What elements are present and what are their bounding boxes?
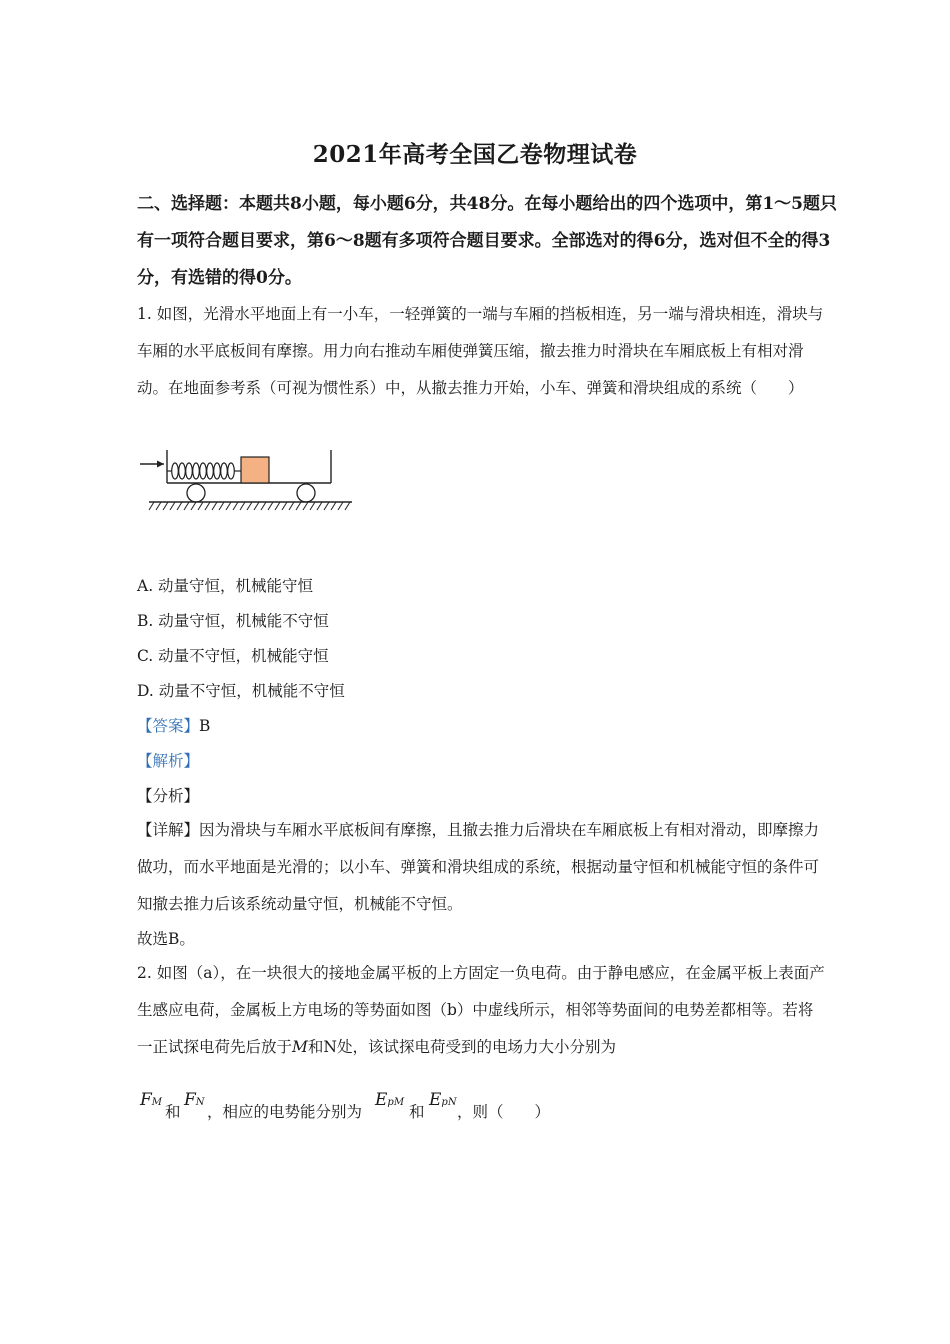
q2-stem-b: 和N处，该试探电荷受到的电场力大小分别为 xyxy=(307,1038,616,1056)
option-b: B. 动量守恒，机械能不守恒 xyxy=(137,612,329,630)
option-d: D. 动量不守恒，机械能不守恒 xyxy=(137,682,345,700)
f-n-symbol: FN xyxy=(184,1090,205,1110)
choose-line: 故选B。 xyxy=(137,930,195,948)
option-c: C. 动量不守恒，机械能守恒 xyxy=(137,647,329,665)
f-m-subscript: M xyxy=(151,1097,163,1108)
e-pn-subscript: pN xyxy=(441,1097,457,1108)
analysis-label: 【解析】 xyxy=(137,752,200,770)
right-wheel xyxy=(297,484,315,502)
mid-text: ，相应的电势能分别为 xyxy=(207,1103,363,1121)
var-m: M xyxy=(292,1038,308,1056)
left-wheel xyxy=(187,484,205,502)
he-1: 和 xyxy=(165,1103,181,1121)
detail-text: 因为滑块与车厢水平底板间有摩擦，且撤去推力后滑块在车厢底板上有相对滑动，即摩擦力做功，而水平地面是光滑的；以小车、弹簧和滑块组成的系统，根据动量守恒和机械能守恒的条件可知撤去推力后该系统动量守恒，机械能不守恒。 xyxy=(137,821,820,913)
e-pn-symbol: EpN xyxy=(429,1090,457,1110)
slider-block xyxy=(241,457,269,483)
answer-label: 【答案】 xyxy=(137,717,200,735)
ground-hatching xyxy=(149,502,350,510)
e-pm-symbol: EpM xyxy=(375,1090,405,1110)
page-title: 2021年高考全国乙卷物理试卷 xyxy=(312,141,638,168)
push-arrow-head xyxy=(157,461,164,468)
option-a: A. 动量守恒，机械能守恒 xyxy=(137,577,314,595)
e-pm-subscript: pM xyxy=(387,1097,405,1108)
he-2: 和 xyxy=(409,1103,425,1121)
f-m-symbol: FM xyxy=(140,1090,163,1110)
spring xyxy=(167,463,241,479)
detail-label: 【详解】 xyxy=(137,821,200,839)
answer-value: B xyxy=(199,717,211,735)
f-n-subscript: N xyxy=(195,1097,205,1108)
q2-formula-line xyxy=(137,1090,637,1126)
fenxi-label: 【分析】 xyxy=(137,787,200,805)
end-text: ，则（ ） xyxy=(457,1103,551,1121)
q2-stem xyxy=(137,955,827,1066)
detail-paragraph xyxy=(137,812,827,923)
answer-line xyxy=(137,716,210,736)
q2-stem-a: 2. 如图（a），在一块很大的接地金属平板的上方固定一负电荷。由于静电感应，在金属平板上表面产生感应电荷，金属板上方电场的等势面如图（b）中虚线所示，相邻等势面间的电势差都相等。若将一正试探电荷先后放于 xyxy=(137,964,825,1056)
section-header: 二、选择题：本题共8小题，每小题6分，共48分。在每小题给出的四个选项中，第1～5题只有一项符合题目要求，第6～8题有多项符合题目要求。全部选对的得6分，选对但不全的得3分，有选错的得0分。 xyxy=(137,194,837,288)
cart-spring-figure xyxy=(140,448,360,514)
q1-stem: 1. 如图，光滑水平地面上有一小车，一轻弹簧的一端与车厢的挡板相连，另一端与滑块相连，滑块与车厢的水平底板间有摩擦。用力向右推动车厢使弹簧压缩，撤去推力时滑块在车厢底板上有相对滑动。在地面参考系（可视为惯性系）中，从撤去推力开始，小车、弹簧和滑块组成的系统（ ） xyxy=(137,305,824,397)
